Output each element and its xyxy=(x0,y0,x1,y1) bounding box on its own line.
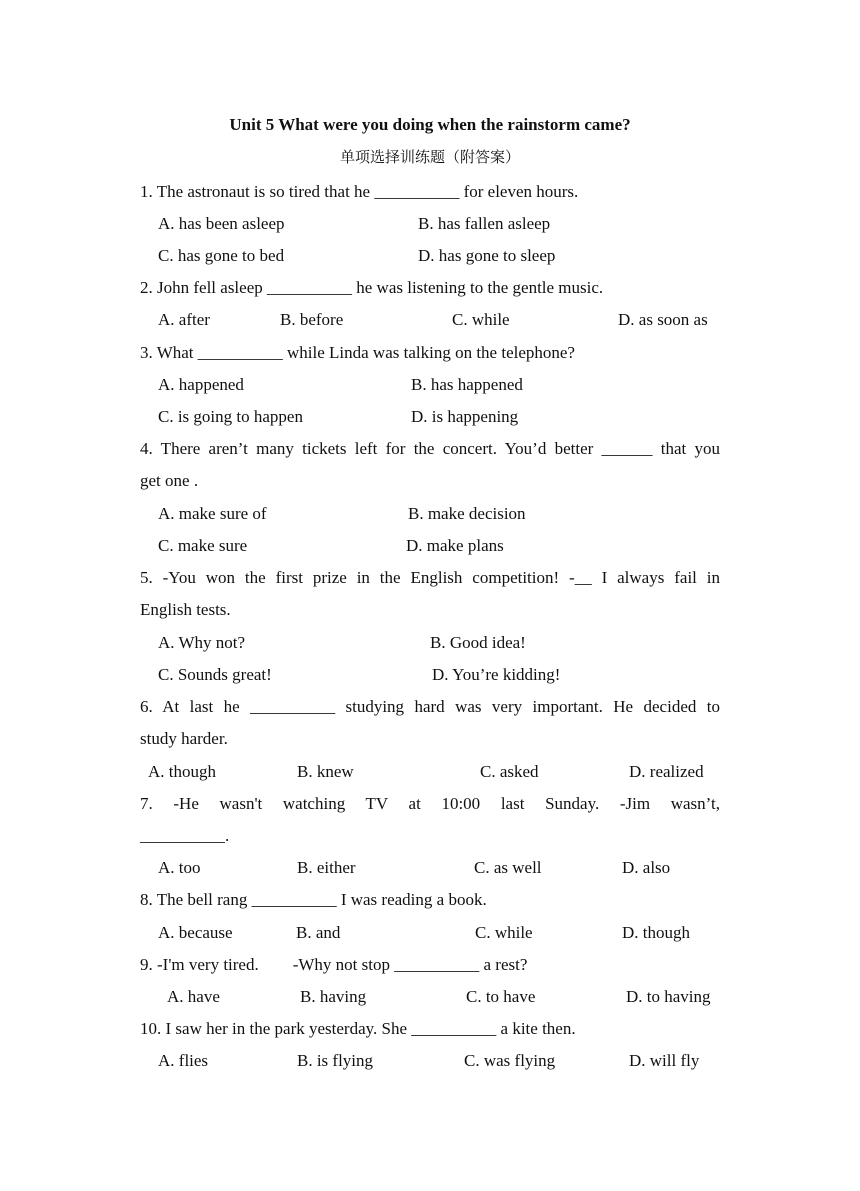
question-9-option-a: A. have xyxy=(167,987,220,1006)
question-5-option-a: A. Why not? xyxy=(158,633,246,652)
question-4-option-b: B. make decision xyxy=(408,504,526,523)
question-9-option-c: C. to have xyxy=(466,987,536,1006)
question-10-option-d: D. will fly xyxy=(629,1051,700,1070)
question-6-stem-line-1: 6. At last he __________ studying hard was very important. He decided to xyxy=(140,697,720,716)
question-1-stem: 1. The astronaut is so tired that he __________ for eleven hours. xyxy=(140,182,579,201)
question-4-stem-line-1: 4. There aren’t many tickets left for the concert. You’d better ______ that you xyxy=(140,439,720,458)
question-6-option-c: C. asked xyxy=(480,762,539,781)
question-8-option-c: C. while xyxy=(475,923,533,942)
question-2-stem: 2. John fell asleep __________ he was listening to the gentle music. xyxy=(140,278,604,297)
question-5-option-c: C. Sounds great! xyxy=(158,665,272,684)
question-6-option-d: D. realized xyxy=(629,762,704,781)
question-9-option-b: B. having xyxy=(300,987,367,1006)
question-7-option-d: D. also xyxy=(622,858,671,877)
question-9-option-d: D. to having xyxy=(626,987,711,1006)
question-10-option-a: A. flies xyxy=(158,1051,209,1070)
question-1-option-b: B. has fallen asleep xyxy=(418,214,551,233)
question-5-stem-line-1: 5. -You won the first prize in the English competition! -__ I always fail in xyxy=(140,568,720,587)
question-1-option-d: D. has gone to sleep xyxy=(418,246,556,265)
question-8-option-d: D. though xyxy=(622,923,690,942)
question-2-option-d: D. as soon as xyxy=(618,310,708,329)
question-4-option-c: C. make sure xyxy=(158,536,248,555)
question-7-stem-line-2: __________. xyxy=(140,826,230,845)
question-9-stem: 9. -I'm very tired. -Why not stop __________ a rest? xyxy=(140,955,528,974)
question-4-stem-line-2: get one . xyxy=(140,471,199,490)
question-5-option-b: B. Good idea! xyxy=(430,633,526,652)
page-subtitle: 单项选择训练题（附答案） xyxy=(339,148,520,166)
question-7-stem-line-1: 7. -He wasn't watching TV at 10:00 last Sunday. -Jim wasn’t, xyxy=(140,794,720,813)
question-2-option-b: B. before xyxy=(280,310,344,329)
question-1-option-c: C. has gone to bed xyxy=(158,246,285,265)
question-7-option-a: A. too xyxy=(158,858,201,877)
question-8-option-a: A. because xyxy=(158,923,233,942)
question-3-stem: 3. What __________ while Linda was talking on the telephone? xyxy=(140,343,575,362)
question-6-stem-line-2: study harder. xyxy=(140,729,228,748)
question-10-option-c: C. was flying xyxy=(464,1051,556,1070)
question-4-option-a: A. make sure of xyxy=(158,504,267,523)
question-1-option-a: A. has been asleep xyxy=(158,214,285,233)
question-6-option-b: B. knew xyxy=(297,762,354,781)
question-8-option-b: B. and xyxy=(296,923,341,942)
question-3-option-d: D. is happening xyxy=(411,407,519,426)
question-5-option-d: D. You’re kidding! xyxy=(432,665,561,684)
question-3-option-b: B. has happened xyxy=(411,375,523,394)
question-4-option-d: D. make plans xyxy=(406,536,504,555)
page-title: Unit 5 What were you doing when the rainstorm came? xyxy=(229,115,631,134)
question-2-option-a: A. after xyxy=(158,310,210,329)
question-7-option-c: C. as well xyxy=(474,858,542,877)
question-3-option-a: A. happened xyxy=(158,375,244,394)
question-8-stem: 8. The bell rang __________ I was reading a book. xyxy=(140,890,487,909)
question-2-option-c: C. while xyxy=(452,310,510,329)
question-5-stem-line-2: English tests. xyxy=(140,600,231,619)
question-10-stem: 10. I saw her in the park yesterday. She __________ a kite then. xyxy=(140,1019,576,1038)
question-10-option-b: B. is flying xyxy=(297,1051,374,1070)
question-3-option-c: C. is going to happen xyxy=(158,407,303,426)
question-6-option-a: A. though xyxy=(148,762,216,781)
question-7-option-b: B. either xyxy=(297,858,356,877)
